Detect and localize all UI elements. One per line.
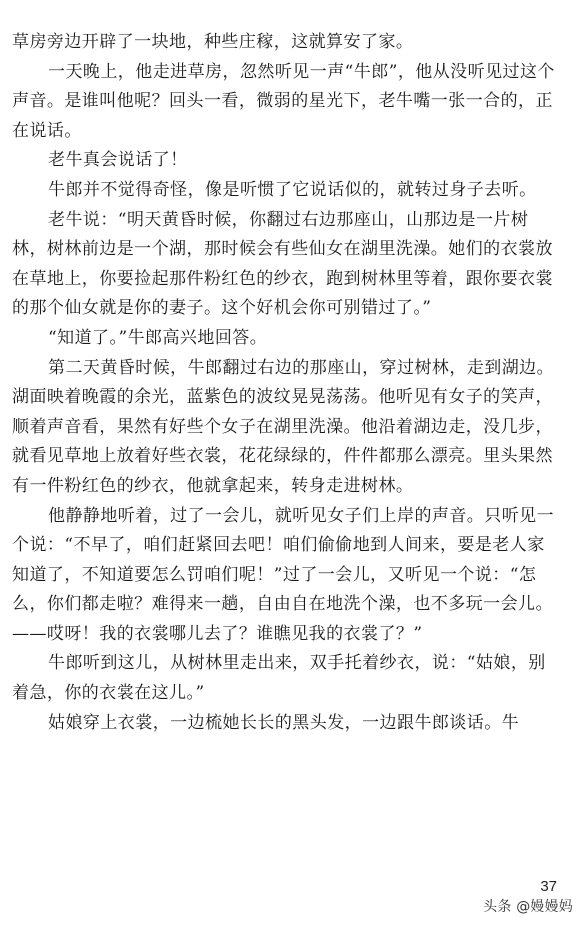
paragraph: 老牛说：“明天黄昏时候，你翻过右边那座山，山那边是一片树林，树林前边是一个湖，那时候会有些仙女在湖里洗澡。她们的衣裳放在草地上，你要捡起那件粉红色的纱衣，跑到树林里等着，跟你要衣裳的那个仙女就是你的妻子。这个好机会你可别错过了。” [12,209,553,319]
page-number: 37 [540,878,557,895]
paragraph: 姑娘穿上衣裳，一边梳她长长的黑头发，一边跟牛郎谈话。牛 [48,712,520,733]
paragraph: “知道了。”牛郎高兴地回答。 [48,327,268,348]
paragraph: 草房旁边开辟了一块地，种些庄稼，这就算安了家。 [12,32,414,52]
paragraph: 牛郎听到这儿，从树林里走出来，双手托着纱衣，说：“姑娘，别着急，你的衣裳在这儿。” [12,653,546,704]
paragraph: 老牛真会说话了！ [48,150,188,171]
watermark: 头条 @嫚嫚妈 [483,899,573,915]
paragraph: 第二天黄昏时候，牛郎翻过右边的那座山，穿过树林，走到湖边。湖面映着晚霞的余光，蓝紫色的波纹晃晃荡荡。他听见有女子的笑声，顺着声音看，果然有好些个女子在湖里洗澡。他沿着湖边走，没几步，就看见草地上放着好些衣裳，花花绿绿的，件件都那么漂亮。里头果然有一件粉红色的纱衣，他就拿起来，转身走进树林。 [12,357,555,496]
paragraph: 一天晚上，他走进草房，忽然听见一声“牛郎”，他从没听见过这个声音。是谁叫他呢？回头一看，微弱的星光下，老牛嘴一张一合的，正在说话。 [12,61,555,141]
text-body [12,28,560,738]
paragraph: 牛郎并不觉得奇怪，像是听惯了它说话似的，就转过身子去听。 [48,179,537,200]
paragraph: 他静静地听着，过了一会儿，就听见女子们上岸的声音。只听见一个说：“不早了，咱们赶紧回去吧！咱们偷偷地到人间来，要是老人家知道了，不知道要怎么罚咱们呢！”过了一会儿，又听见一个说：“怎么，你们都走啦？难得来一趟，自由自在地洗个澡，也不多玩一会儿。——哎呀！我的衣裳哪儿去了？谁瞧见我的衣裳了？” [12,505,555,644]
